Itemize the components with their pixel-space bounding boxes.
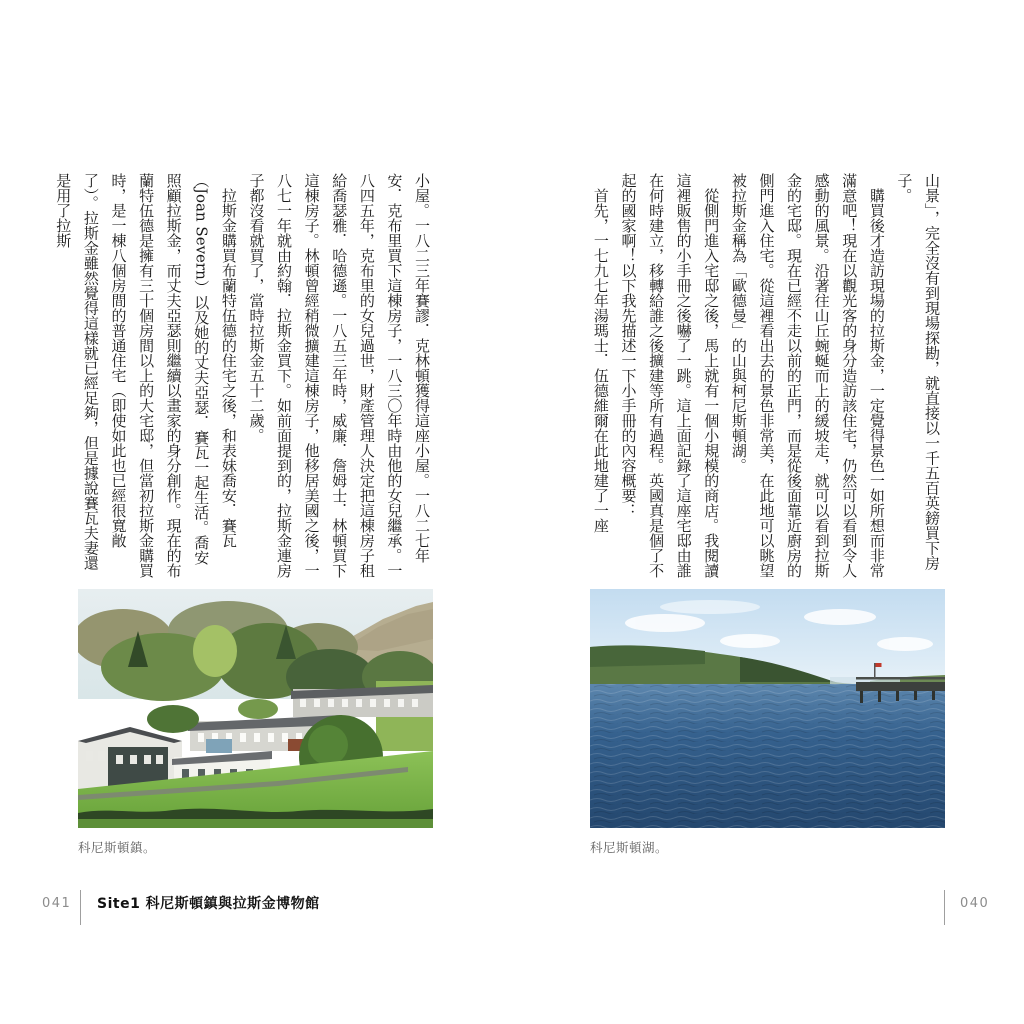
flag-pole (874, 663, 876, 678)
body-paragraph: 從側門進入宅邸之後，馬上就有一個小規模的商店。我閱讀這裡販售的小手冊之後嚇了一跳。這上面記錄了這座宅邸由誰在何時建立，移轉給誰之後擴建等所有過程。英國真是個了不起的國家啊！以下我先描述一下小手冊的內容概要： (619, 173, 721, 578)
terrace-windows (300, 699, 418, 707)
town-photo-caption: 科尼斯頓鎮。 (78, 840, 157, 855)
footer-divider (944, 890, 945, 925)
red-flag (876, 663, 882, 667)
left-page-body-text (54, 173, 435, 578)
lake-photo-caption: 科尼斯頓湖。 (590, 840, 669, 855)
body-paragraph: 首先，一七九七年湯瑪士．伍德維爾在此地建了一座 (591, 188, 610, 533)
foreground-field (78, 819, 433, 828)
blue-roof-shed (206, 739, 232, 753)
body-paragraph: 拉斯金購買布蘭特伍德的住宅之後，和表妹喬安．賽瓦（Joan Severn）以及她的丈夫亞瑟．賽瓦一起生活。喬安照顧拉斯金，而丈夫亞瑟則繼續以畫家的身分創作。現在的布蘭特伍德是擁有三十個房間以上的大宅邸，但當初拉斯金購買時，是一棟八個房間的普通住宅（即使如此也已經很寬敞了）。拉斯金雖然覺得這樣就已經足夠，但是據說賽瓦夫妻還是用了拉斯 (54, 173, 238, 578)
town-photo-illustration (78, 589, 433, 828)
footer-divider (80, 890, 81, 925)
right-page-number: 040 (960, 896, 990, 911)
left-page-number: 041 (42, 896, 72, 911)
water-ripples (590, 684, 945, 828)
town-photo (78, 589, 433, 828)
body-paragraph: 小屋。一八二三年賽謬．克林頓獲得這座小屋。一八二七年安．克布里買下這棟房子，一八三〇年時由他的女兒繼承。一八四五年，克布里的女兒過世，財產管理人決定把這棟房子租給喬瑟雅．哈德遜。一八五三年時，威廉．詹姆士．林頓買下這棟房子。林頓曾經稍微擴建這棟房子，他移居美國之後，一八七一年就由約翰．拉斯金買下。如前面提到的，拉斯金連房子都沒看就買了，當時拉斯金五十二歲。 (247, 173, 431, 578)
lake-photo-illustration (590, 589, 945, 828)
bright-tree (193, 625, 237, 677)
body-paragraph: 購買後才造訪現場的拉斯金，一定覺得景色一如所想而非常滿意吧！現在以觀光客的身分造訪該住宅，仍然可以看到令人感動的風景。沿著往山丘蜿蜒而上的緩坡走，就可以看到拉斯金的宅邸。現在已經不走以前的正門，而是從後面靠近廚房的側門進入住宅。從這裡看出去的景色非常美，在此地可以眺望被拉斯金稱為「歐德曼」的山與柯尼斯頓湖。 (729, 173, 886, 578)
body-paragraph: 山景」，完全沒有到現場探勘，就直接以一千五百英鎊買下房子。 (895, 173, 941, 571)
section-title: Site1 科尼斯頓鎮與拉斯金博物館 (97, 896, 320, 912)
pier-deck (856, 682, 945, 691)
garden-shrub (147, 705, 199, 733)
right-page-body-text (573, 173, 945, 578)
big-tree-highlight (308, 725, 348, 765)
pier-rail (856, 677, 945, 680)
lake-photo (590, 589, 945, 828)
garden-shrub (238, 699, 278, 719)
